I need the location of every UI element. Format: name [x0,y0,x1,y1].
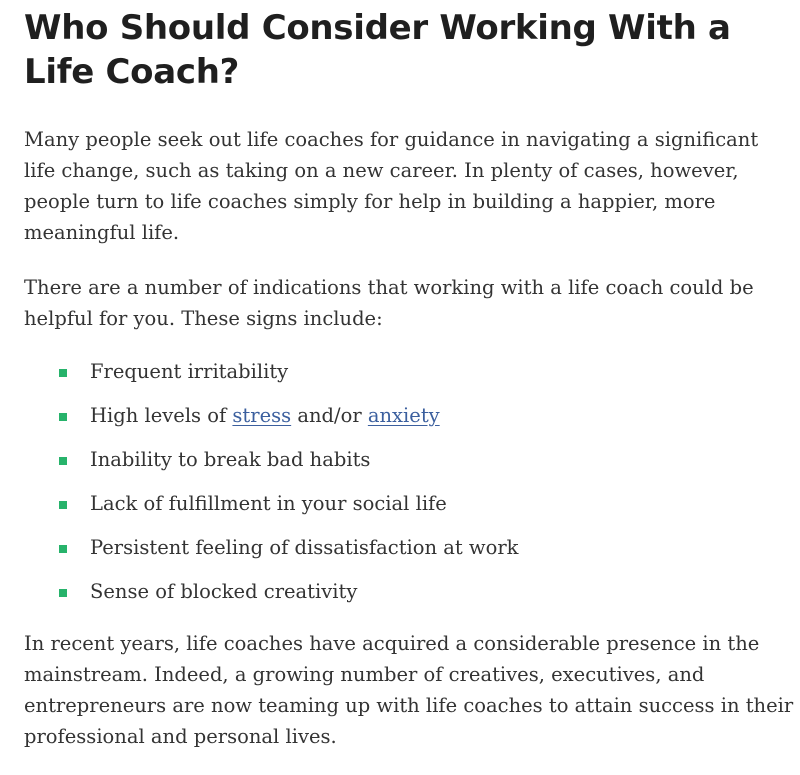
list-item [24,400,794,431]
list-item [24,356,794,387]
closing-paragraph: In recent years, life coaches have acquired a considerable presence in the mainstream. Indeed, a growing number of creatives, executives, and entrepreneurs are now teaming up with life coaches to attain success in their professional and personal lives. [24,632,794,748]
list-item-text-middle: and/or [291,404,368,427]
bullet-square-icon [59,545,67,553]
list-item-text: Inability to break bad habits [90,448,371,471]
bullet-square-icon [59,413,67,421]
list-item-text: Persistent feeling of dissatisfaction at work [90,536,519,559]
anxiety-link[interactable]: anxiety [367,404,440,427]
list-item [24,488,794,519]
intro-paragraph: Many people seek out life coaches for guidance in navigating a significant life change, such as taking on a new career. In plenty of cases, however, people turn to life coaches simply for help in building a happier, more meaningful life. [24,128,759,244]
article-heading: Who Should Consider Working With a Life Coach? [24,8,731,92]
list-item-text-before: High levels of [90,404,233,427]
signs-intro-paragraph: There are a number of indications that working with a life coach could be helpful for you. These signs include: [24,276,754,330]
list-item-text: Sense of blocked creativity [90,580,358,603]
list-item [24,576,794,607]
signs-list [24,356,794,607]
bullet-square-icon [59,589,67,597]
list-item-text: Lack of fulfillment in your social life [90,492,447,515]
article-body [24,0,794,752]
list-item [24,532,794,563]
bullet-square-icon [59,501,67,509]
bullet-square-icon [59,457,67,465]
list-item [24,444,794,475]
bullet-square-icon [59,369,67,377]
list-item-text: Frequent irritability [90,360,289,383]
stress-link[interactable]: stress [232,404,292,427]
